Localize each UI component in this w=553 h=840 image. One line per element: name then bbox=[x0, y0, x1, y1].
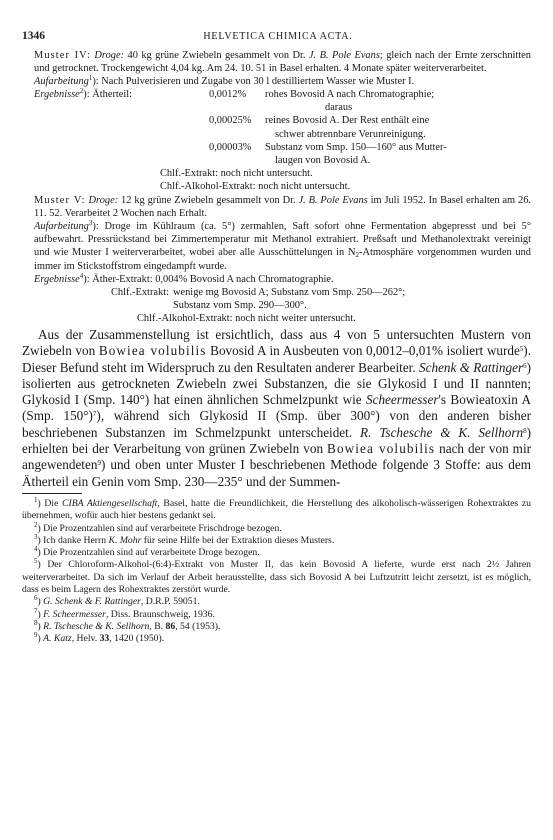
work-text: ): Nach Pulverisieren und Zugabe von 30 l destilliertem Wasser wie Muster I. bbox=[92, 76, 415, 88]
results-label: Ergebnisse bbox=[34, 89, 80, 101]
drug-label: Droge: bbox=[88, 195, 119, 207]
main-paragraph bbox=[22, 327, 531, 490]
footnote bbox=[22, 559, 531, 596]
muster-iv-label: Muster IV: bbox=[34, 50, 91, 61]
result-item bbox=[209, 128, 531, 141]
muster-v-work bbox=[22, 220, 531, 272]
footnote-text: ) Die Prozentzahlen sind auf verarbeitete Droge bezogen. bbox=[37, 547, 260, 559]
footnote-italic: R. Tschesche & K. Sellhorn bbox=[43, 620, 150, 632]
footnote-text: ) bbox=[37, 633, 44, 645]
ether-label: Ätherteil: bbox=[92, 89, 133, 101]
footnote-ref: 7 bbox=[92, 410, 97, 419]
footnote-text: , D.R.P. 59051. bbox=[140, 596, 200, 608]
footnote-ref: 4 bbox=[79, 271, 84, 280]
result-pct: 0,00025% bbox=[209, 115, 252, 127]
text-run: ) isolierten aus getrockneten Zwiebeln zwei Substanzen, die sie Glykosid I und II nannten; Glykosid I (Smp. 140°) hat einen ähnlichen Schmelzpunkt wie bbox=[22, 359, 532, 408]
result-pct bbox=[209, 128, 265, 141]
footnote-text: , 54 (1953). bbox=[175, 620, 221, 632]
footnote-italic: G. Schenk & F. Rattinger bbox=[43, 596, 141, 608]
muster-iv-work bbox=[22, 75, 531, 88]
work-text: ): Droge im Kühlraum (ca. 5°) zermahlen, Saft sofort ohne Fermentation abgepresst und bei 5° aufbewahrt. Pressrückstand bei Zimmertemperatur mit Methanol extrahiert. Preßsaft und Methanolextrakt vereinigt und wie Muster I weiterverarbeitet, wobei aber alle Ausschüttelungen in N bbox=[34, 221, 531, 259]
journal-title: HELVETICA CHIMICA ACTA. bbox=[203, 31, 353, 42]
footnote-text: ) Der Chloroform-Alkohol-(6:4)-Extrakt von Muster II, das kein Bovosid A lieferte, wurde erst nach 2½ Jahren weiterverarbeitet. Da sich im Verlauf der Arbeit herausstellte, dass sich Bovosid A bei Luftzutritt leicht zersetzt, ist es möglich, dass es beim Lagern des Rohextraktes zerstört wurde. bbox=[22, 559, 531, 596]
paragraph-text bbox=[22, 327, 531, 490]
footnote-ref: 2 bbox=[79, 87, 84, 96]
muster-v-text-2: im Juli 1952. In Basel erhalten am 26. 11. 52. Verarbeitet 2 Wochen nach Erhalt. bbox=[34, 195, 531, 220]
result-pct: 0,0012% bbox=[209, 89, 247, 101]
footnote-number: 9 bbox=[34, 631, 38, 640]
result-text: reines Bovosid A. Der Rest enthält eine bbox=[265, 115, 430, 127]
footnote-divider bbox=[22, 493, 82, 494]
text-run: ) und oben unter Muster I beschriebenen Methode folgende 3 Stoffe: aus dem Ätherteil ein Genin vom Smp. 230—235° und der Summen- bbox=[22, 457, 531, 489]
footnote-text: , Basel, hatte die Freundlichkeit, die Herstellung des alkoholisch-wässerigen Rohextraktes zu übernehmen, wofür auch hier bestens gedankt sei. bbox=[22, 497, 531, 522]
results-text: ): Äther-Extrakt: 0,004% Bovosid A nach Chromatographie. bbox=[83, 273, 334, 285]
chlf-value: Substanz vom Smp. 290—300°. bbox=[173, 299, 307, 311]
footnote bbox=[22, 596, 531, 608]
footnote-text: , Diss. Braunschweig, 1936. bbox=[105, 608, 215, 620]
footnote-ref: 1 bbox=[88, 74, 93, 83]
result-text: laugen von Bovosid A. bbox=[275, 154, 371, 166]
muster-iv-results bbox=[22, 88, 531, 167]
results-heading bbox=[22, 88, 209, 167]
chlf-alcohol-extract-line: Chlf.-Alkohol-Extrakt: noch nicht untersucht. bbox=[160, 180, 351, 192]
page-number: 1346 bbox=[22, 30, 45, 42]
volume-number: 33 bbox=[99, 633, 110, 645]
text-run: ) erhielten bei der Verarbeitung von grünen Zwiebeln von bbox=[22, 424, 531, 457]
result-text: rohes Bovosid A nach Chromatographie; bbox=[265, 89, 435, 101]
results-label: Ergebnisse bbox=[34, 273, 80, 285]
footnote-number: 8 bbox=[34, 618, 38, 627]
footnote bbox=[22, 495, 531, 523]
footnote-number: 7 bbox=[34, 606, 38, 615]
text-run: 's Bowieatoxin A (Smp. 150°) bbox=[22, 392, 531, 424]
footnote-italic: K. Mohr bbox=[108, 534, 142, 546]
footnote-text: ) Die Prozentzahlen sind auf verarbeitete Frischdroge bezogen. bbox=[37, 522, 282, 534]
chlf-value: wenige mg Bovosid A; Substanz vom Smp. 250—262°; bbox=[173, 286, 406, 298]
footnote-text: für seine Hilfe bei der Extraktion dieses Musters. bbox=[141, 534, 335, 546]
muster-v-description bbox=[22, 194, 531, 220]
result-item bbox=[209, 114, 531, 127]
chlf-alcohol-extract-line: Chlf.-Alkohol-Extrakt: noch nicht weiter untersucht. bbox=[137, 312, 356, 324]
muster-iv-text-2: ; gleich nach der Ernte zerschnitten und getrocknet. Trockengewicht 4,04 kg. Am 24. 10. 51 in Basel erhalten. 4 Monate später weiterverarbeitet. bbox=[34, 50, 531, 75]
result-pct: 0,00003% bbox=[209, 141, 252, 153]
footnote-number: 6 bbox=[34, 594, 38, 603]
author-name: Scheermesser bbox=[366, 392, 439, 408]
result-item bbox=[209, 154, 531, 167]
result-pct bbox=[209, 154, 265, 167]
footnote-number: 3 bbox=[34, 532, 38, 541]
footnote bbox=[22, 532, 531, 547]
footnote-italic: CIBA Aktiengesellschaft bbox=[62, 497, 158, 509]
work-label: Aufarbeitung bbox=[34, 76, 89, 88]
footnote bbox=[22, 633, 531, 645]
muster-v-section bbox=[22, 194, 531, 325]
text-run: Bovosid A in Ausbeuten von 0,0012–0,01% isoliert wurde bbox=[206, 343, 520, 359]
result-item bbox=[209, 88, 531, 101]
footnote-text: ) bbox=[37, 620, 44, 632]
muster-v-chlf bbox=[22, 286, 531, 312]
muster-v-label: Muster V: bbox=[34, 195, 86, 207]
chlf-values bbox=[173, 286, 531, 312]
text-run: ). Dieser Befund steht im Widerspruch zu den Resultaten anderer Bearbeiter. bbox=[22, 343, 531, 375]
work-label: Aufarbeitung bbox=[34, 221, 89, 233]
result-item bbox=[209, 101, 531, 114]
author-name: Schenk & Rattinger bbox=[419, 359, 524, 375]
footnote-text: ) bbox=[37, 608, 44, 620]
species-name: Bowiea volubilis bbox=[98, 343, 207, 359]
muster-iv-section bbox=[22, 49, 531, 193]
running-header bbox=[22, 30, 531, 42]
subscript: 2 bbox=[355, 251, 359, 260]
footnotes bbox=[22, 495, 531, 646]
footnote bbox=[22, 520, 531, 535]
muster-v-text: 12 kg grüne Zwiebeln gesammelt von Dr. bbox=[118, 195, 299, 207]
chlf-extract-line: Chlf.-Extrakt: noch nicht untersucht. bbox=[160, 167, 313, 179]
footnote bbox=[22, 618, 531, 633]
footnote-ref: 9 bbox=[97, 459, 101, 468]
journal-page bbox=[22, 30, 531, 646]
footnote bbox=[22, 606, 531, 621]
result-item bbox=[209, 141, 531, 154]
collector-name: J. B. Pole Evans bbox=[308, 50, 380, 61]
results-sep: ): bbox=[83, 89, 93, 101]
footnote-number: 2 bbox=[34, 520, 38, 529]
footnote-number: 1 bbox=[34, 495, 38, 504]
footnote-italic: A. Katz bbox=[43, 633, 72, 645]
volume-number: 86 bbox=[165, 620, 176, 632]
result-text: Substanz vom Smp. 150—160° aus Mutter- bbox=[265, 141, 447, 153]
collector-name: J. B. Pole Evans bbox=[298, 195, 368, 207]
footnote-number: 4 bbox=[34, 545, 38, 554]
footnote-text: ) bbox=[37, 596, 44, 608]
drug-label: Droge: bbox=[94, 50, 125, 61]
text-run: ), während sich Glykosid II (Smp. über 300°) von den anderen bisher beschriebenen Substanzen im Schmelzpunkt unterscheidet. bbox=[22, 408, 531, 440]
footnote-ref: 8 bbox=[523, 426, 527, 435]
result-text: schwer abtrennbare Verunreinigung. bbox=[275, 128, 426, 140]
footnote-text: ) Ich danke Herrn bbox=[37, 534, 109, 546]
footnote-italic: F. Scheermesser bbox=[43, 608, 106, 620]
result-text: daraus bbox=[325, 102, 353, 114]
footnote-ref: 3 bbox=[88, 219, 93, 228]
footnote bbox=[22, 547, 531, 559]
footnote-text: , B. bbox=[149, 620, 166, 632]
footnote-text: , Helv. bbox=[71, 633, 100, 645]
footnote-ref: 5 bbox=[519, 345, 524, 354]
muster-v-results bbox=[22, 273, 531, 286]
species-name: Bowiea volubilis bbox=[327, 441, 436, 457]
text-run: nach der von mir angewendeten bbox=[22, 441, 531, 473]
work-text-2: -Atmosphäre vorgenommen wurden und immer im Stickstoffstrom eingedampft wurde. bbox=[34, 247, 531, 272]
footnote-text: ) Die bbox=[37, 497, 63, 509]
results-list bbox=[209, 88, 531, 167]
footnote-number: 5 bbox=[34, 557, 38, 566]
footnote-ref: 6 bbox=[523, 361, 527, 370]
result-pct bbox=[209, 101, 265, 114]
author-name: R. Tschesche & K. Sellhorn bbox=[360, 424, 524, 440]
muster-iv-description bbox=[22, 49, 531, 75]
text-run: Aus der Zusammenstellung ist ersichtlich, dass aus 4 von 5 untersuchten Mustern von Zwiebeln von bbox=[22, 326, 531, 359]
muster-iv-text: 40 kg grüne Zwiebeln gesammelt von Dr. bbox=[124, 50, 309, 61]
chlf-label: Chlf.-Extrakt: bbox=[110, 286, 169, 298]
footnote-text: , 1420 (1950). bbox=[109, 633, 165, 645]
